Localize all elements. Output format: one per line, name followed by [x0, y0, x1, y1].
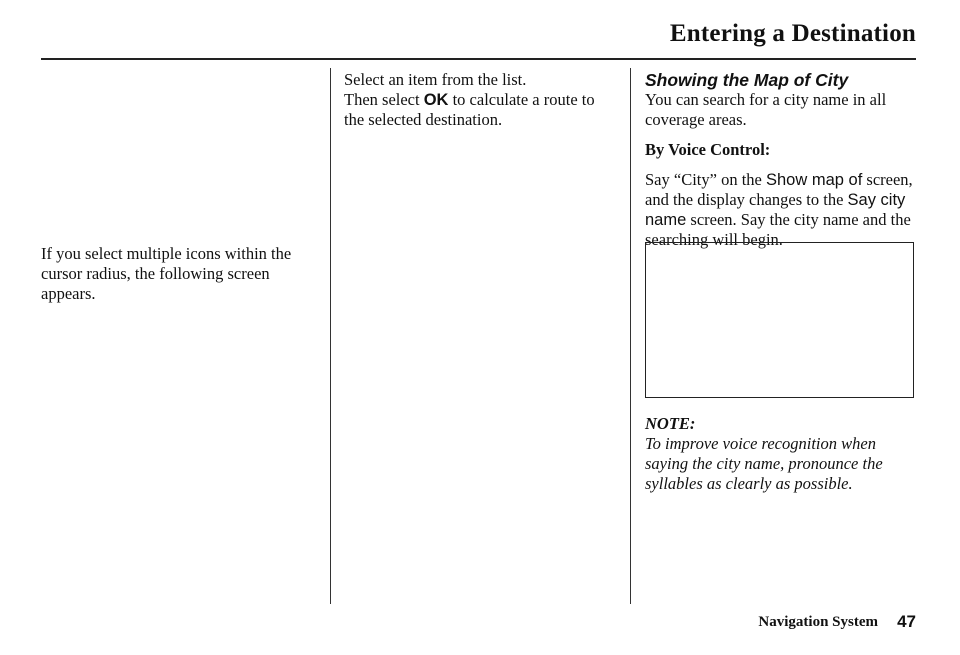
multiple-icons-paragraph: If you select multiple icons within the cursor radius, the following screen appears.	[41, 244, 292, 303]
ok-key-label: OK	[423, 91, 449, 109]
column-divider-1	[330, 68, 331, 604]
section-heading: Showing the Map of City	[645, 70, 849, 90]
select-ok-paragraph	[344, 90, 614, 130]
note-block	[645, 414, 920, 494]
voice-instructions-paragraph	[645, 170, 920, 250]
note-text: To improve voice recognition when saying the city name, pronounce the syllables as clearly as possible.	[645, 434, 883, 493]
voice-control-subheading: By Voice Control:	[645, 140, 771, 159]
column-3	[645, 70, 920, 250]
say-city-mid: screen, and the display changes to the	[645, 170, 913, 209]
column-divider-2	[630, 68, 631, 604]
footer-label: Navigation System	[758, 614, 878, 630]
say-city-post: screen. Say the city name and the searching will begin.	[645, 210, 911, 249]
page-title: Entering a Destination	[669, 20, 916, 47]
show-map-of-screen-label: Show map of	[765, 171, 863, 189]
note-label: NOTE:	[645, 414, 696, 433]
column-1	[41, 244, 306, 304]
column-2	[344, 70, 614, 130]
select-ok-post: to calculate a route to the selected destination.	[344, 90, 595, 129]
select-ok-pre: Then select	[344, 90, 424, 109]
header-rule	[41, 58, 916, 60]
intro-paragraph: You can search for a city name in all coverage areas.	[645, 90, 887, 129]
say-city-pre: Say “City” on the	[645, 170, 766, 189]
say-city-name-screen-label: Say city name	[645, 191, 906, 229]
page-number: 47	[897, 612, 916, 631]
select-item-line: Select an item from the list.	[344, 70, 527, 89]
screen-figure-placeholder	[645, 242, 914, 398]
